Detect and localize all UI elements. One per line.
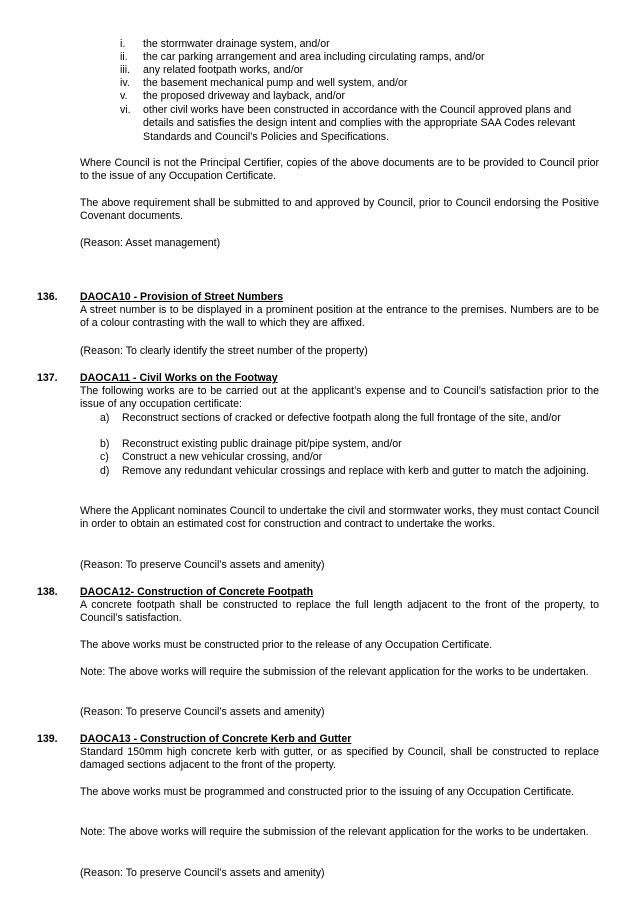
list-item: the basement mechanical pump and well system, and/or xyxy=(143,77,408,89)
list-marker: i. xyxy=(120,38,126,50)
list-item: Reconstruct existing public drainage pit/pipe system, and/or xyxy=(122,438,402,450)
list-item: Remove any redundant vehicular crossings and replace with kerb and gutter to match the adjoining. xyxy=(122,465,589,477)
list-item: other civil works have been constructed in accordance with the Council approved plans and details and satisfies the design intent and complies with the appropriate SAA Codes relevant Standards and Council’s Policies and Specifications. xyxy=(143,104,576,143)
list-marker: d) xyxy=(100,465,110,477)
paragraph: Where Council is not the Principal Certifier, copies of the above documents are to be provided to Council prior to the issue of any Occupation Certificate. xyxy=(80,157,599,183)
list-item: Construct a new vehicular crossing, and/or xyxy=(122,451,323,463)
list-marker: iii. xyxy=(120,64,131,76)
list-item: the stormwater drainage system, and/or xyxy=(143,38,330,50)
condition-heading: DAOCA10 - Provision of Street Numbers xyxy=(80,291,284,303)
paragraph: Standard 150mm high concrete kerb with gutter, or as specified by Council, shall be constructed to replace damaged sections adjacent to the front of the property. xyxy=(80,746,599,772)
condition-heading: DAOCA11 - Civil Works on the Footway xyxy=(80,372,278,384)
list-marker: a) xyxy=(100,412,110,424)
paragraph: Note: The above works will require the submission of the relevant application for the works to be undertaken. xyxy=(80,666,589,678)
condition-number: 138. xyxy=(37,586,58,598)
condition-number: 139. xyxy=(37,733,58,745)
list-marker: c) xyxy=(100,451,109,463)
list-item: the car parking arrangement and area including circulating ramps, and/or xyxy=(143,51,485,63)
list-item: Reconstruct sections of cracked or defective footpath along the full frontage of the site, and/or xyxy=(122,412,561,424)
paragraph: The above works must be programmed and constructed prior to the issuing of any Occupation Certificate. xyxy=(80,786,575,798)
paragraph: The following works are to be carried out at the applicant’s expense and to Council’s satisfaction prior to the issue of any occupation certificate: xyxy=(80,385,599,411)
paragraph: A street number is to be displayed in a prominent position at the entrance to the premises. Numbers are to be of a colour contrasting with the wall to which they are affixed. xyxy=(80,304,599,330)
condition-heading: DAOCA13 - Construction of Concrete Kerb and Gutter xyxy=(80,733,352,745)
condition-number: 137. xyxy=(37,372,58,384)
list-marker: b) xyxy=(100,438,110,450)
reason-text: (Reason: To preserve Council’s assets and amenity) xyxy=(80,867,325,879)
paragraph: The above requirement shall be submitted to and approved by Council, prior to Council endorsing the Positive Covenant documents. xyxy=(80,197,599,223)
paragraph: Where the Applicant nominates Council to undertake the civil and stormwater works, they must contact Council in order to obtain an estimated cost for construction and contract to undertake the works. xyxy=(80,505,599,531)
reason-text: (Reason: To clearly identify the street number of the property) xyxy=(80,345,368,357)
reason-text: (Reason: To preserve Council’s assets and amenity) xyxy=(80,706,325,718)
list-item: the proposed driveway and layback, and/or xyxy=(143,90,345,102)
condition-heading: DAOCA12- Construction of Concrete Footpath xyxy=(80,586,314,598)
paragraph: A concrete footpath shall be constructed to replace the full length adjacent to the front of the property, to Council’s satisfaction. xyxy=(80,599,599,625)
paragraph: The above works must be constructed prior to the release of any Occupation Certificate. xyxy=(80,639,493,651)
reason-text: (Reason: Asset management) xyxy=(80,237,221,249)
paragraph: Note: The above works will require the submission of the relevant application for the works to be undertaken. xyxy=(80,826,589,838)
list-marker: iv. xyxy=(120,77,130,89)
condition-number: 136. xyxy=(37,291,58,303)
reason-text: (Reason: To preserve Council’s assets and amenity) xyxy=(80,559,325,571)
list-marker: vi. xyxy=(120,104,131,116)
list-item: any related footpath works, and/or xyxy=(143,64,304,76)
list-marker: ii. xyxy=(120,51,128,63)
list-marker: v. xyxy=(120,90,128,102)
